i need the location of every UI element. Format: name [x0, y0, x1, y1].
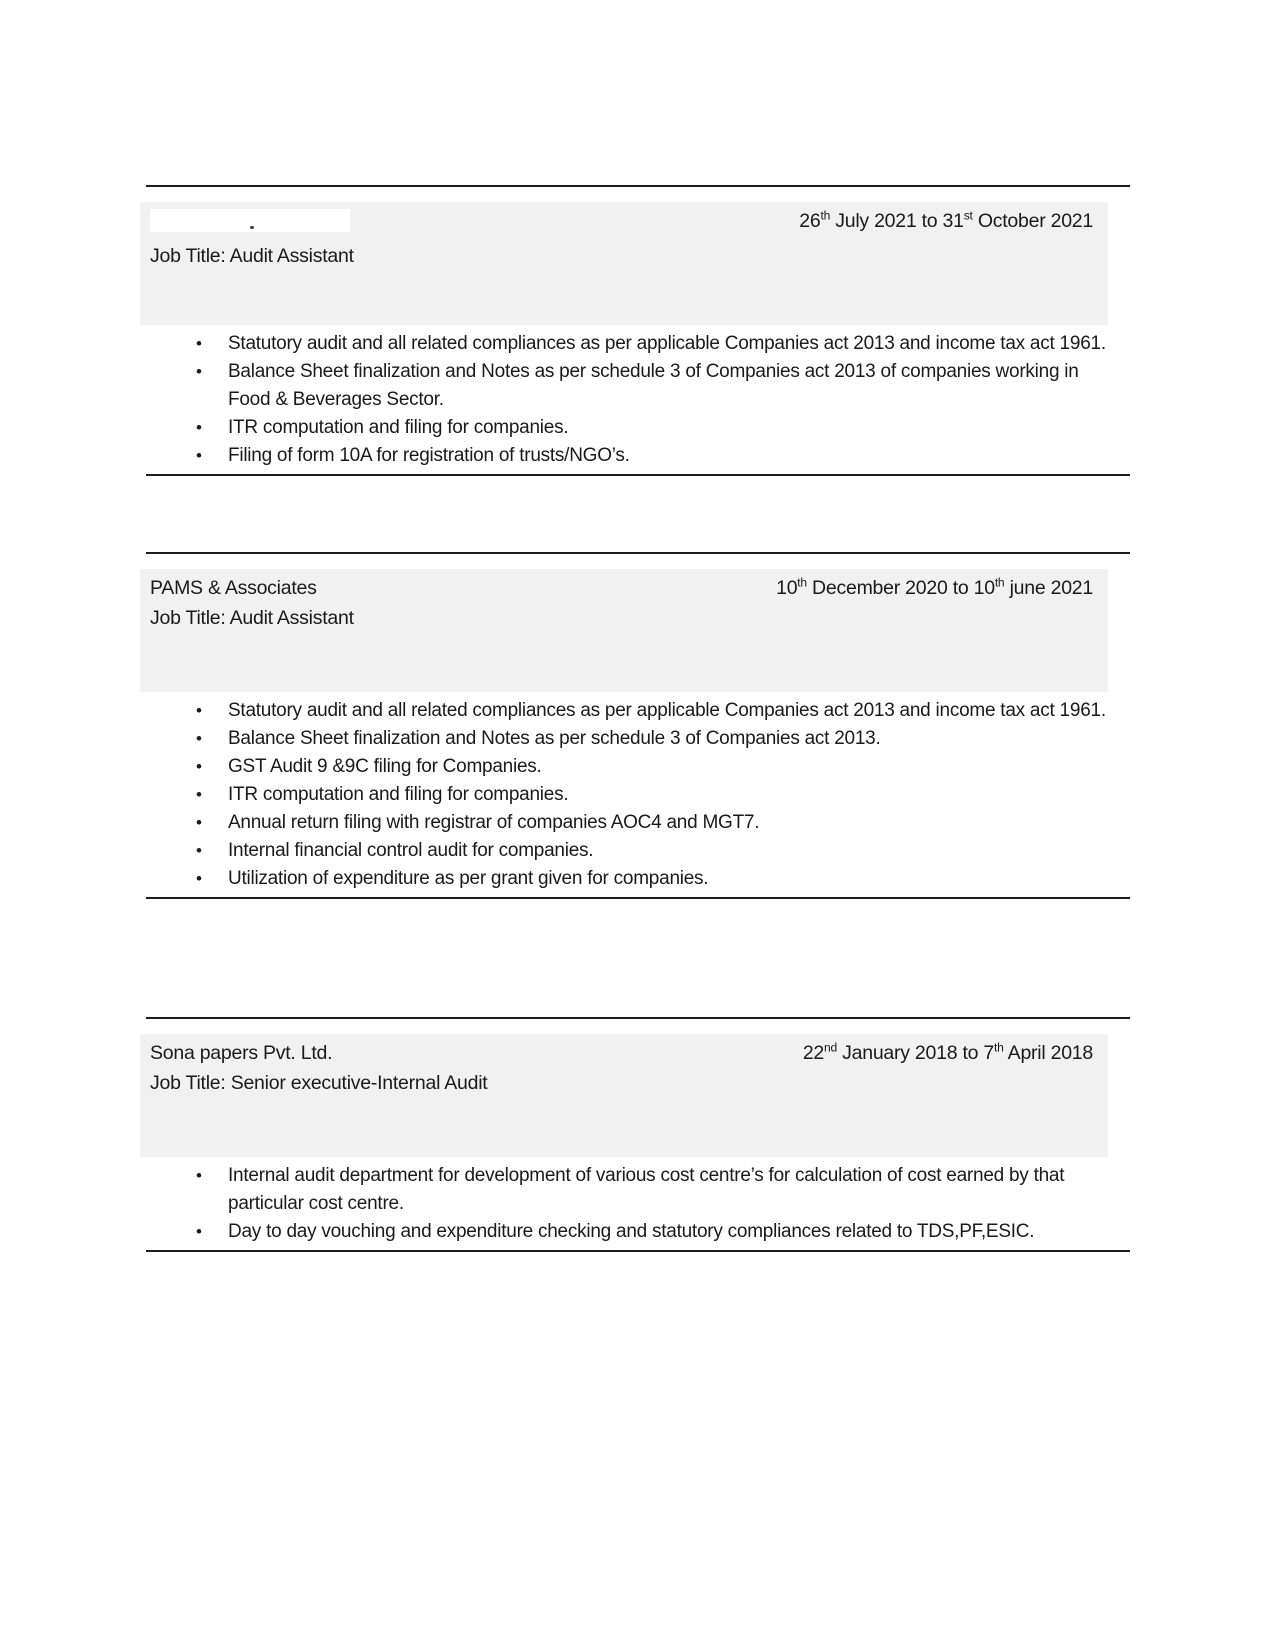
duty-item: [196, 330, 1130, 358]
redaction-artifact-dot: [250, 226, 254, 229]
job-header-row: [150, 207, 1093, 240]
bullet-icon: •: [196, 757, 202, 776]
duty-text: Balance Sheet finalization and Notes as per schedule 3 of Companies act 2013 of companies working in Food & Beverages Sector.: [228, 361, 1079, 410]
job-title: Job Title: Senior executive-Internal Audit: [150, 1072, 488, 1094]
bullet-icon: •: [196, 813, 202, 832]
duty-text: Annual return filing with registrar of companies AOC4 and MGT7.: [228, 812, 760, 833]
duty-item: [196, 753, 1130, 781]
duty-item: [196, 1162, 1130, 1218]
employment-dates: 10th December 2020 to 10th june 2021: [776, 575, 1093, 599]
duty-item: [196, 837, 1130, 865]
bullet-icon: •: [196, 785, 202, 804]
duties-list: [140, 697, 1130, 893]
section-top-rule: [146, 1017, 1130, 1019]
bullet-icon: •: [196, 362, 202, 381]
bullet-icon: •: [196, 334, 202, 353]
duty-item: [196, 697, 1130, 725]
section-bottom-rule: [146, 1250, 1130, 1252]
bullet-icon: •: [196, 869, 202, 888]
duty-text: Day to day vouching and expenditure checking and statutory compliances related to TDS,PF,ESIC.: [228, 1221, 1035, 1242]
duty-text: ITR computation and filing for companies.: [228, 784, 569, 805]
job-header-block: [140, 202, 1108, 325]
job-header-block: [140, 569, 1108, 692]
bullet-icon: •: [196, 729, 202, 748]
duty-item: [196, 809, 1130, 837]
duty-text: Internal financial control audit for companies.: [228, 840, 594, 861]
company-name: Sona papers Pvt. Ltd.: [150, 1042, 333, 1064]
job-header-block: [140, 1034, 1108, 1157]
duty-text: Internal audit department for development of various cost centre’s for calculation of cost earned by that particular cost centre.: [228, 1165, 1065, 1214]
duty-text: GST Audit 9 &9C filing for Companies.: [228, 756, 542, 777]
duty-item: [196, 442, 1130, 470]
job-title: Job Title: Audit Assistant: [150, 245, 354, 267]
bullet-icon: •: [196, 418, 202, 437]
duty-text: Statutory audit and all related compliances as per applicable Companies act 2013 and income tax act 1961.: [228, 700, 1106, 721]
company-name: [150, 207, 350, 240]
job-section-3: [140, 1017, 1130, 1252]
duties-list: [140, 1162, 1130, 1246]
duty-item: [196, 358, 1130, 414]
bullet-icon: •: [196, 701, 202, 720]
duty-text: ITR computation and filing for companies.: [228, 417, 569, 438]
company-name: PAMS & Associates: [150, 577, 317, 599]
duty-item: [196, 865, 1130, 893]
job-header-row: [150, 574, 1093, 602]
job-title: Job Title: Audit Assistant: [150, 607, 354, 629]
duty-text: Balance Sheet finalization and Notes as per schedule 3 of Companies act 2013.: [228, 728, 881, 749]
duty-item: [196, 414, 1130, 442]
duty-text: Statutory audit and all related compliances as per applicable Companies act 2013 and income tax act 1961.: [228, 333, 1106, 354]
duty-text: Filing of form 10A for registration of trusts/NGO’s.: [228, 445, 630, 466]
company-name-redaction-box: [150, 209, 350, 232]
section-bottom-rule: [146, 897, 1130, 899]
bullet-icon: •: [196, 1166, 202, 1185]
bullet-icon: •: [196, 841, 202, 860]
job-section-2: [140, 552, 1130, 899]
duties-list: [140, 330, 1130, 470]
job-section-1: [140, 185, 1130, 476]
job-header-row: [150, 1039, 1093, 1067]
section-top-rule: [146, 185, 1130, 187]
bullet-icon: •: [196, 1222, 202, 1241]
employment-dates: 22nd January 2018 to 7th April 2018: [802, 1040, 1093, 1064]
bullet-icon: •: [196, 446, 202, 465]
duty-item: [196, 1218, 1130, 1246]
section-top-rule: [146, 552, 1130, 554]
duty-item: [196, 725, 1130, 753]
duty-item: [196, 781, 1130, 809]
employment-dates: 26th July 2021 to 31st October 2021: [799, 208, 1093, 232]
section-bottom-rule: [146, 474, 1130, 476]
duty-text: Utilization of expenditure as per grant given for companies.: [228, 868, 709, 889]
